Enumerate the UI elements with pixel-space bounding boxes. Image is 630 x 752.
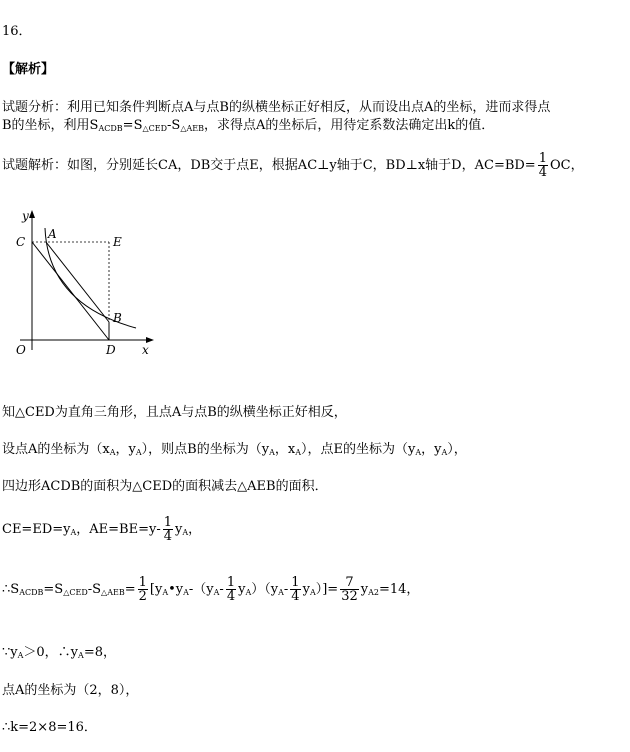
fraction-one-quarter [538, 152, 548, 179]
subscript: A [415, 448, 422, 457]
coordinate-figure [10, 204, 160, 362]
solution-text: 试题解析：如图，分别延长CA，DB交于点E，根据AC⊥y轴于C，BD⊥x轴于D，AC=BD= [2, 158, 536, 173]
step-text: y [360, 582, 369, 597]
subscript: A [441, 448, 448, 457]
fraction-numerator: 1 [291, 575, 300, 590]
label-D: D [106, 343, 116, 357]
step-text: [y [149, 582, 163, 597]
step-8: ∴k=2×8=16． [2, 720, 97, 735]
problem-number: 16． [2, 24, 32, 39]
label-O: O [16, 343, 26, 357]
subscript: A [295, 448, 301, 457]
subscript: A [182, 528, 189, 537]
label-C: C [16, 235, 26, 249]
subscript: A [70, 528, 77, 537]
step-text: ）]= [315, 582, 339, 597]
analysis-text: -S [167, 118, 181, 133]
step-text: - [283, 582, 289, 597]
subscript: A [109, 448, 116, 457]
step-text: =14， [378, 582, 420, 597]
solution-intro [2, 152, 584, 179]
step-7: 点A的坐标为（2，8）， [2, 683, 139, 698]
step-text: ，AE=BE=y- [76, 522, 161, 537]
fraction-numerator: 1 [138, 575, 147, 590]
y-axis-arrow [29, 210, 35, 218]
step-text: - [219, 582, 224, 597]
step-text: =8， [83, 645, 116, 660]
label-x-axis: x [142, 343, 149, 357]
subscript: A [213, 588, 220, 597]
subscript: A [78, 651, 84, 660]
fraction-one-quarter [290, 576, 300, 603]
analysis-text: B的坐标，利用S [2, 118, 99, 133]
step-5 [2, 576, 419, 603]
step-text: ∴S [2, 582, 20, 597]
step-text: -S [87, 582, 102, 597]
fraction-numerator: 7 [345, 575, 354, 590]
analysis-text: =S [122, 118, 143, 133]
step-3: 四边形ACDB的面积为△CED的面积减去△AEB的面积． [2, 479, 328, 494]
fraction-denominator: 32 [341, 589, 358, 604]
step-text: ＞0，∴y [23, 645, 79, 660]
hyperbola-curve [45, 228, 136, 328]
subscript: A [309, 588, 316, 597]
step-text: 设点A的坐标为（x [2, 442, 110, 457]
subscript: △CED [142, 124, 168, 133]
step-text: =S [43, 582, 64, 597]
step-1: 知△CED为直角三角形，且点A与点B的纵横坐标正好相反， [2, 405, 347, 420]
subscript: A [162, 588, 169, 597]
subscript: ACDB [98, 124, 123, 133]
subscript: A2 [368, 588, 379, 597]
step-text: y [302, 582, 310, 597]
fraction-one-quarter [226, 576, 236, 603]
fraction-one-half [138, 576, 148, 603]
subscript: A [17, 651, 24, 660]
label-y-axis: y [22, 209, 29, 223]
analysis-heading: 【解析】 [2, 62, 55, 77]
fraction-denominator: 2 [138, 589, 147, 604]
label-B: B [113, 311, 122, 325]
step-6 [2, 641, 116, 660]
subscript: △AEB [180, 124, 204, 133]
fraction-denominator: 4 [163, 529, 172, 544]
subscript: A [183, 588, 189, 597]
fraction-denominator: 4 [291, 589, 300, 604]
segment-AB [46, 242, 109, 322]
step-text: ），则点B的坐标为（y [141, 442, 270, 457]
fraction-one-quarter [163, 516, 173, 543]
step-text: y [238, 582, 246, 597]
step-text: -（y [188, 582, 214, 597]
step-4 [2, 516, 201, 543]
step-text: ）， [447, 442, 467, 457]
step-2 [2, 438, 467, 457]
step-text: = [124, 582, 136, 597]
step-text: ，y [115, 442, 136, 457]
subscript: ACDB [19, 588, 44, 597]
fraction-denominator: 4 [538, 165, 547, 180]
step-text: ）（y [251, 582, 279, 597]
segment-CD [32, 242, 109, 340]
step-text: CE=ED=y [2, 522, 71, 537]
step-text: ，x [274, 442, 296, 457]
fraction-numerator: 1 [226, 575, 236, 590]
fraction-numerator: 1 [538, 151, 547, 166]
analysis-line-1: 试题分析：利用已知条件判断点A与点B的纵横坐标正好相反，从而设出点A的坐标，进而求得点 [2, 100, 551, 115]
step-text: ， [188, 522, 202, 537]
step-text: •y [168, 582, 184, 597]
label-E: E [113, 235, 122, 249]
fraction-denominator: 4 [226, 589, 236, 604]
step-text: ，y [421, 442, 442, 457]
subscript: △AEB [101, 588, 125, 597]
step-text: y [175, 522, 183, 537]
subscript: A [135, 448, 142, 457]
analysis-line-2 [2, 114, 494, 133]
step-text: ），点E的坐标为（y [300, 442, 416, 457]
subscript: A [269, 448, 275, 457]
step-text: ∵y [2, 645, 18, 660]
subscript: A [278, 588, 284, 597]
subscript: △CED [63, 588, 88, 597]
solution-text: OC， [550, 158, 584, 173]
analysis-text: ，求得点A的坐标后，用待定系数法确定出k的值． [203, 118, 495, 133]
fraction-numerator: 1 [163, 515, 172, 530]
subscript: A [245, 588, 252, 597]
label-A: A [48, 227, 57, 241]
fraction-seven-thirty-seconds [340, 576, 359, 603]
